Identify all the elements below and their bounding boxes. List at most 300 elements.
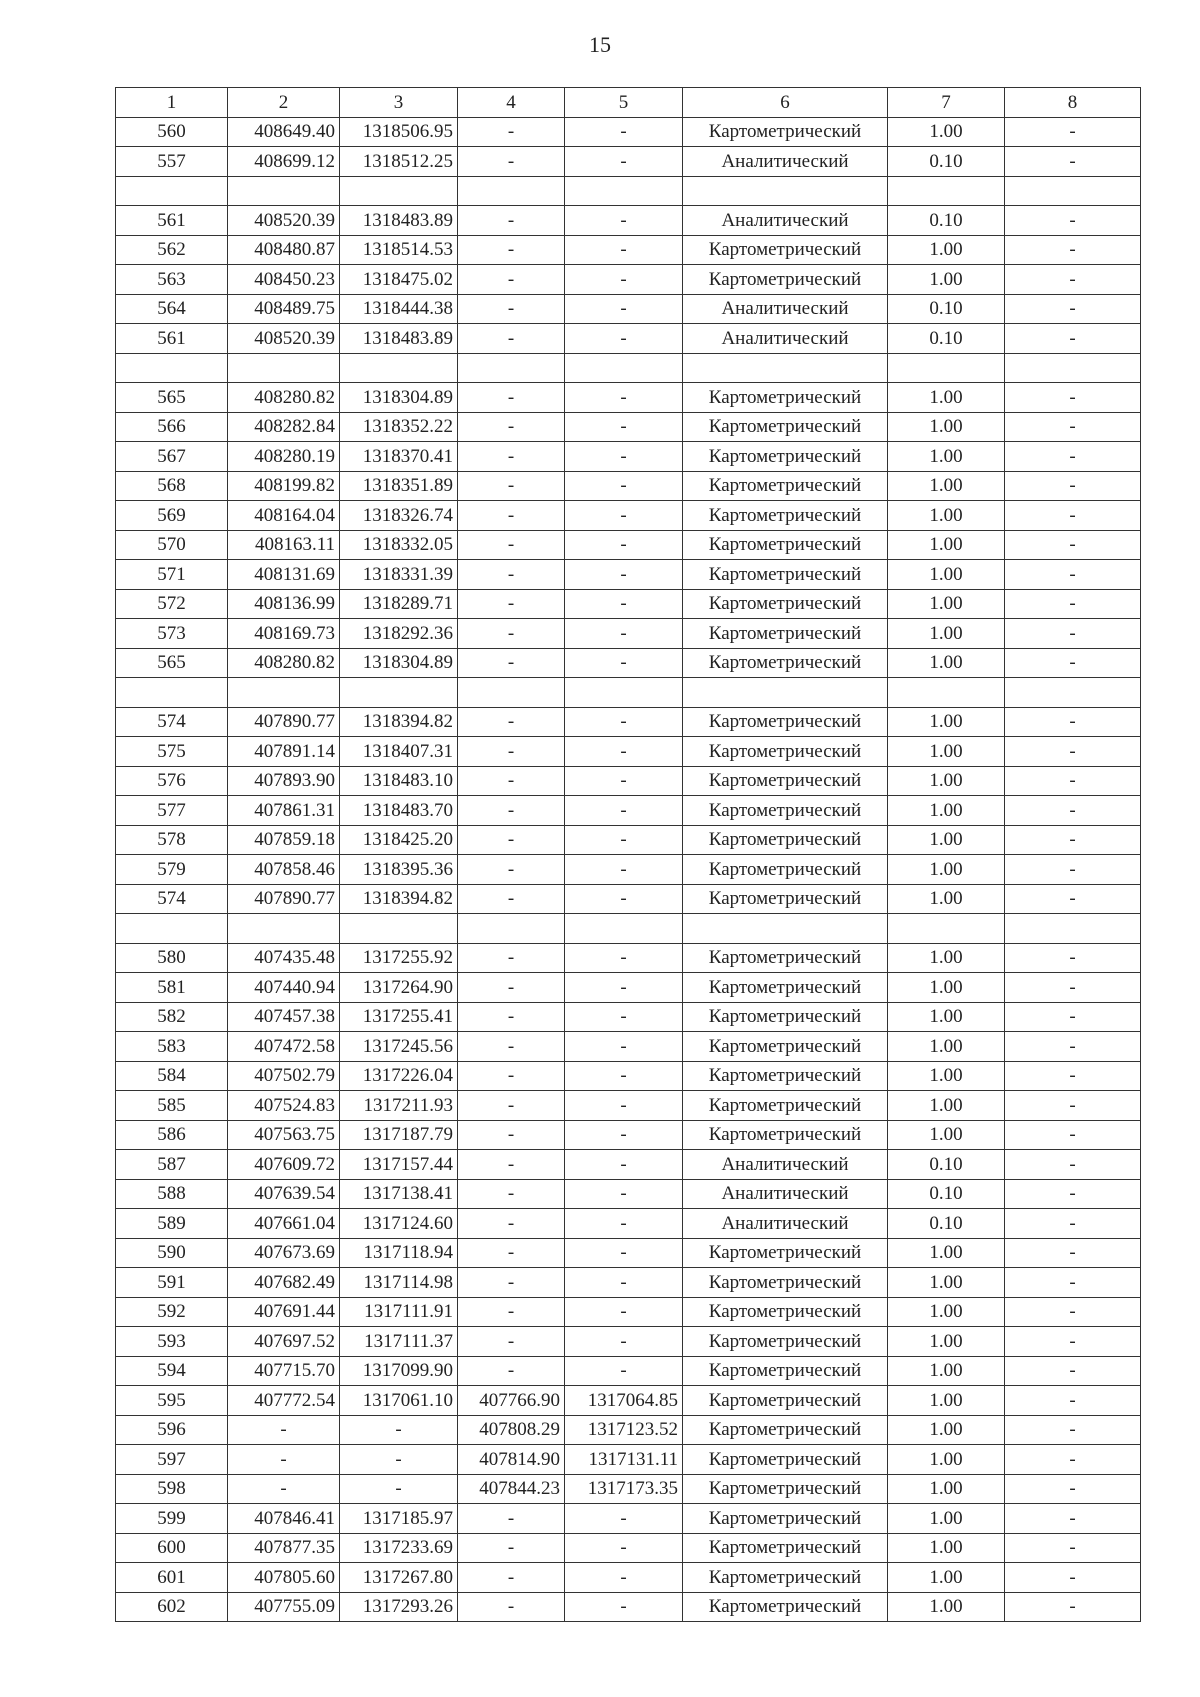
method-cell: Картометрический xyxy=(683,589,888,619)
method-cell: Картометрический xyxy=(683,1445,888,1475)
y-coordinate-cell: 1317099.90 xyxy=(340,1356,458,1386)
table-row xyxy=(116,412,1141,442)
x-new-cell: - xyxy=(458,884,565,914)
y-coordinate-cell: 1318483.10 xyxy=(340,766,458,796)
note-cell: - xyxy=(1005,796,1141,826)
table-row xyxy=(116,678,1141,708)
method-cell: Аналитический xyxy=(683,1209,888,1239)
x-new-cell: - xyxy=(458,648,565,678)
x-new-cell: - xyxy=(458,707,565,737)
y-coordinate-cell: 1318394.82 xyxy=(340,707,458,737)
x-coordinate-cell: 408169.73 xyxy=(228,619,340,649)
x-new-cell: - xyxy=(458,1150,565,1180)
x-coordinate-cell: 407639.54 xyxy=(228,1179,340,1209)
note-cell: - xyxy=(1005,884,1141,914)
y-new-cell: - xyxy=(565,501,683,531)
note-cell: - xyxy=(1005,560,1141,590)
table-row xyxy=(116,383,1141,413)
y-new-cell: - xyxy=(565,973,683,1003)
column-header: 3 xyxy=(340,88,458,118)
point-number-cell: 575 xyxy=(116,737,228,767)
table-row xyxy=(116,855,1141,885)
method-cell: Картометрический xyxy=(683,1120,888,1150)
x-new-cell: - xyxy=(458,1238,565,1268)
y-coordinate-cell: 1318506.95 xyxy=(340,117,458,147)
x-new-cell xyxy=(458,176,565,206)
note-cell: - xyxy=(1005,1032,1141,1062)
note-cell: - xyxy=(1005,1002,1141,1032)
point-number-cell: 562 xyxy=(116,235,228,265)
method-cell: Картометрический xyxy=(683,560,888,590)
accuracy-cell: 1.00 xyxy=(888,589,1005,619)
method-cell: Картометрический xyxy=(683,265,888,295)
y-new-cell: - xyxy=(565,1061,683,1091)
note-cell: - xyxy=(1005,1150,1141,1180)
accuracy-cell: 0.10 xyxy=(888,1209,1005,1239)
note-cell: - xyxy=(1005,1533,1141,1563)
accuracy-cell: 1.00 xyxy=(888,383,1005,413)
table-row xyxy=(116,265,1141,295)
accuracy-cell: 1.00 xyxy=(888,501,1005,531)
y-coordinate-cell: 1317061.10 xyxy=(340,1386,458,1416)
accuracy-cell: 1.00 xyxy=(888,530,1005,560)
accuracy-cell: 1.00 xyxy=(888,235,1005,265)
y-coordinate-cell: 1317264.90 xyxy=(340,973,458,1003)
y-coordinate-cell: 1318351.89 xyxy=(340,471,458,501)
note-cell: - xyxy=(1005,1415,1141,1445)
y-new-cell: - xyxy=(565,796,683,826)
method-cell: Картометрический xyxy=(683,530,888,560)
y-new-cell: - xyxy=(565,1120,683,1150)
note-cell: - xyxy=(1005,501,1141,531)
x-new-cell: - xyxy=(458,442,565,472)
column-header: 7 xyxy=(888,88,1005,118)
y-coordinate-cell: 1317124.60 xyxy=(340,1209,458,1239)
method-cell: Картометрический xyxy=(683,1032,888,1062)
x-coordinate-cell: - xyxy=(228,1445,340,1475)
note-cell: - xyxy=(1005,1327,1141,1357)
y-new-cell: - xyxy=(565,1002,683,1032)
table-row xyxy=(116,1504,1141,1534)
method-cell: Картометрический xyxy=(683,1061,888,1091)
y-new-cell: - xyxy=(565,855,683,885)
y-new-cell: - xyxy=(565,206,683,236)
x-coordinate-cell xyxy=(228,678,340,708)
table-row xyxy=(116,147,1141,177)
accuracy-cell: 1.00 xyxy=(888,648,1005,678)
x-coordinate-cell: 407673.69 xyxy=(228,1238,340,1268)
x-coordinate-cell: 408136.99 xyxy=(228,589,340,619)
accuracy-cell: 1.00 xyxy=(888,1386,1005,1416)
x-new-cell: - xyxy=(458,560,565,590)
y-new-cell: - xyxy=(565,560,683,590)
accuracy-cell: 1.00 xyxy=(888,471,1005,501)
table-row xyxy=(116,914,1141,944)
method-cell xyxy=(683,176,888,206)
table-row xyxy=(116,973,1141,1003)
y-coordinate-cell: 1318292.36 xyxy=(340,619,458,649)
y-new-cell: - xyxy=(565,1297,683,1327)
table-row xyxy=(116,1415,1141,1445)
y-coordinate-cell: 1318425.20 xyxy=(340,825,458,855)
y-new-cell: - xyxy=(565,1563,683,1593)
point-number-cell: 599 xyxy=(116,1504,228,1534)
x-new-cell: - xyxy=(458,973,565,1003)
x-new-cell xyxy=(458,914,565,944)
accuracy-cell: 1.00 xyxy=(888,1002,1005,1032)
method-cell: Картометрический xyxy=(683,855,888,885)
table-row xyxy=(116,560,1141,590)
method-cell: Аналитический xyxy=(683,1150,888,1180)
point-number-cell: 601 xyxy=(116,1563,228,1593)
y-coordinate-cell: 1318331.39 xyxy=(340,560,458,590)
table-row xyxy=(116,1002,1141,1032)
y-new-cell: 1317123.52 xyxy=(565,1415,683,1445)
note-cell: - xyxy=(1005,1061,1141,1091)
accuracy-cell: 1.00 xyxy=(888,1091,1005,1121)
y-new-cell: - xyxy=(565,737,683,767)
point-number-cell xyxy=(116,914,228,944)
x-coordinate-cell: 407861.31 xyxy=(228,796,340,826)
x-new-cell xyxy=(458,678,565,708)
y-new-cell: - xyxy=(565,1356,683,1386)
x-new-cell: - xyxy=(458,1563,565,1593)
point-number-cell: 557 xyxy=(116,147,228,177)
table-row xyxy=(116,1327,1141,1357)
method-cell: Картометрический xyxy=(683,796,888,826)
y-coordinate-cell: 1317293.26 xyxy=(340,1592,458,1622)
x-new-cell: - xyxy=(458,619,565,649)
x-coordinate-cell: 407502.79 xyxy=(228,1061,340,1091)
accuracy-cell: 1.00 xyxy=(888,766,1005,796)
method-cell: Картометрический xyxy=(683,707,888,737)
point-number-cell: 565 xyxy=(116,648,228,678)
method-cell: Картометрический xyxy=(683,943,888,973)
point-number-cell: 578 xyxy=(116,825,228,855)
note-cell: - xyxy=(1005,265,1141,295)
method-cell: Картометрический xyxy=(683,442,888,472)
note-cell: - xyxy=(1005,383,1141,413)
x-coordinate-cell: 408199.82 xyxy=(228,471,340,501)
method-cell xyxy=(683,678,888,708)
accuracy-cell: 1.00 xyxy=(888,1592,1005,1622)
column-header: 6 xyxy=(683,88,888,118)
point-number-cell: 591 xyxy=(116,1268,228,1298)
x-new-cell: - xyxy=(458,1533,565,1563)
point-number-cell: 567 xyxy=(116,442,228,472)
y-new-cell: 1317064.85 xyxy=(565,1386,683,1416)
note-cell: - xyxy=(1005,1238,1141,1268)
y-new-cell: 1317173.35 xyxy=(565,1474,683,1504)
x-new-cell: 407808.29 xyxy=(458,1415,565,1445)
method-cell: Картометрический xyxy=(683,471,888,501)
point-number-cell: 592 xyxy=(116,1297,228,1327)
y-new-cell: - xyxy=(565,294,683,324)
y-new-cell: - xyxy=(565,117,683,147)
note-cell: - xyxy=(1005,1268,1141,1298)
note-cell: - xyxy=(1005,530,1141,560)
y-coordinate-cell: 1318483.70 xyxy=(340,796,458,826)
point-number-cell: 598 xyxy=(116,1474,228,1504)
accuracy-cell: 1.00 xyxy=(888,1445,1005,1475)
table-row xyxy=(116,1533,1141,1563)
accuracy-cell: 0.10 xyxy=(888,1179,1005,1209)
y-coordinate-cell: 1317255.41 xyxy=(340,1002,458,1032)
method-cell: Картометрический xyxy=(683,737,888,767)
accuracy-cell xyxy=(888,353,1005,383)
accuracy-cell: 1.00 xyxy=(888,442,1005,472)
point-number-cell: 594 xyxy=(116,1356,228,1386)
point-number-cell: 581 xyxy=(116,973,228,1003)
accuracy-cell: 1.00 xyxy=(888,560,1005,590)
method-cell: Картометрический xyxy=(683,1238,888,1268)
y-new-cell: - xyxy=(565,1504,683,1534)
accuracy-cell: 1.00 xyxy=(888,855,1005,885)
x-new-cell: 407766.90 xyxy=(458,1386,565,1416)
table-row xyxy=(116,1209,1141,1239)
y-new-cell xyxy=(565,176,683,206)
point-number-cell xyxy=(116,353,228,383)
method-cell: Картометрический xyxy=(683,383,888,413)
x-new-cell: - xyxy=(458,117,565,147)
accuracy-cell: 1.00 xyxy=(888,707,1005,737)
note-cell: - xyxy=(1005,1474,1141,1504)
y-coordinate-cell: 1317157.44 xyxy=(340,1150,458,1180)
point-number-cell: 597 xyxy=(116,1445,228,1475)
y-coordinate-cell: 1318444.38 xyxy=(340,294,458,324)
point-number-cell: 560 xyxy=(116,117,228,147)
x-coordinate-cell: 407772.54 xyxy=(228,1386,340,1416)
note-cell: - xyxy=(1005,1386,1141,1416)
y-coordinate-cell: 1317187.79 xyxy=(340,1120,458,1150)
y-coordinate-cell: 1317118.94 xyxy=(340,1238,458,1268)
y-coordinate-cell: 1318370.41 xyxy=(340,442,458,472)
table-row xyxy=(116,530,1141,560)
x-new-cell: - xyxy=(458,147,565,177)
x-new-cell: - xyxy=(458,324,565,354)
x-coordinate-cell: 407890.77 xyxy=(228,884,340,914)
accuracy-cell: 1.00 xyxy=(888,265,1005,295)
x-coordinate-cell: 407691.44 xyxy=(228,1297,340,1327)
x-new-cell: - xyxy=(458,412,565,442)
x-new-cell: - xyxy=(458,383,565,413)
x-coordinate-cell: 408163.11 xyxy=(228,530,340,560)
accuracy-cell xyxy=(888,914,1005,944)
point-number-cell: 574 xyxy=(116,707,228,737)
point-number-cell: 563 xyxy=(116,265,228,295)
accuracy-cell: 1.00 xyxy=(888,1415,1005,1445)
y-coordinate-cell xyxy=(340,914,458,944)
x-coordinate-cell: 407609.72 xyxy=(228,1150,340,1180)
note-cell: - xyxy=(1005,825,1141,855)
method-cell: Картометрический xyxy=(683,973,888,1003)
method-cell: Картометрический xyxy=(683,619,888,649)
note-cell: - xyxy=(1005,1356,1141,1386)
point-number-cell: 582 xyxy=(116,1002,228,1032)
point-number-cell: 564 xyxy=(116,294,228,324)
x-new-cell: - xyxy=(458,206,565,236)
y-new-cell: - xyxy=(565,1238,683,1268)
accuracy-cell: 1.00 xyxy=(888,1238,1005,1268)
x-new-cell: - xyxy=(458,589,565,619)
point-number-cell: 566 xyxy=(116,412,228,442)
x-new-cell: - xyxy=(458,1209,565,1239)
y-coordinate-cell: - xyxy=(340,1415,458,1445)
y-new-cell xyxy=(565,678,683,708)
x-new-cell: - xyxy=(458,1356,565,1386)
y-coordinate-cell: 1318304.89 xyxy=(340,383,458,413)
y-new-cell: - xyxy=(565,1268,683,1298)
note-cell: - xyxy=(1005,1120,1141,1150)
x-new-cell: - xyxy=(458,1002,565,1032)
y-new-cell: - xyxy=(565,766,683,796)
x-coordinate-cell: 407472.58 xyxy=(228,1032,340,1062)
y-coordinate-cell: 1317114.98 xyxy=(340,1268,458,1298)
method-cell: Картометрический xyxy=(683,1002,888,1032)
note-cell: - xyxy=(1005,707,1141,737)
point-number-cell: 577 xyxy=(116,796,228,826)
y-new-cell: - xyxy=(565,1533,683,1563)
table-row xyxy=(116,442,1141,472)
x-new-cell: - xyxy=(458,1032,565,1062)
note-cell xyxy=(1005,678,1141,708)
x-new-cell: - xyxy=(458,530,565,560)
note-cell: - xyxy=(1005,589,1141,619)
x-new-cell: - xyxy=(458,471,565,501)
y-new-cell: - xyxy=(565,589,683,619)
y-new-cell: - xyxy=(565,471,683,501)
table-row xyxy=(116,707,1141,737)
accuracy-cell: 1.00 xyxy=(888,973,1005,1003)
point-number-cell: 595 xyxy=(116,1386,228,1416)
table-row xyxy=(116,766,1141,796)
method-cell xyxy=(683,914,888,944)
note-cell: - xyxy=(1005,1209,1141,1239)
method-cell: Картометрический xyxy=(683,1474,888,1504)
accuracy-cell: 1.00 xyxy=(888,1533,1005,1563)
accuracy-cell: 1.00 xyxy=(888,117,1005,147)
note-cell: - xyxy=(1005,766,1141,796)
x-coordinate-cell: 407846.41 xyxy=(228,1504,340,1534)
y-new-cell: - xyxy=(565,943,683,973)
x-new-cell: - xyxy=(458,855,565,885)
y-new-cell xyxy=(565,353,683,383)
method-cell: Картометрический xyxy=(683,1504,888,1534)
note-cell: - xyxy=(1005,1091,1141,1121)
note-cell: - xyxy=(1005,206,1141,236)
table-row xyxy=(116,324,1141,354)
y-coordinate-cell xyxy=(340,176,458,206)
accuracy-cell: 0.10 xyxy=(888,1150,1005,1180)
method-cell: Картометрический xyxy=(683,1386,888,1416)
accuracy-cell: 0.10 xyxy=(888,147,1005,177)
y-coordinate-cell: 1317226.04 xyxy=(340,1061,458,1091)
y-new-cell: - xyxy=(565,412,683,442)
table-row xyxy=(116,589,1141,619)
x-new-cell: - xyxy=(458,1592,565,1622)
method-cell: Картометрический xyxy=(683,1592,888,1622)
accuracy-cell: 1.00 xyxy=(888,619,1005,649)
x-coordinate-cell: 408280.82 xyxy=(228,383,340,413)
x-new-cell: - xyxy=(458,1297,565,1327)
method-cell: Аналитический xyxy=(683,324,888,354)
method-cell xyxy=(683,353,888,383)
note-cell xyxy=(1005,914,1141,944)
x-new-cell: - xyxy=(458,737,565,767)
x-coordinate-cell: 407805.60 xyxy=(228,1563,340,1593)
x-coordinate-cell: 407563.75 xyxy=(228,1120,340,1150)
x-coordinate-cell: 407890.77 xyxy=(228,707,340,737)
note-cell: - xyxy=(1005,1563,1141,1593)
table-row xyxy=(116,796,1141,826)
accuracy-cell: 1.00 xyxy=(888,1061,1005,1091)
x-new-cell: - xyxy=(458,1268,565,1298)
table-row xyxy=(116,737,1141,767)
x-coordinate-cell: 407859.18 xyxy=(228,825,340,855)
note-cell xyxy=(1005,176,1141,206)
coordinates-table xyxy=(115,87,1141,1622)
x-coordinate-cell: 408282.84 xyxy=(228,412,340,442)
y-coordinate-cell: 1318407.31 xyxy=(340,737,458,767)
column-header: 8 xyxy=(1005,88,1141,118)
y-coordinate-cell: 1317211.93 xyxy=(340,1091,458,1121)
x-new-cell: - xyxy=(458,1091,565,1121)
note-cell: - xyxy=(1005,1297,1141,1327)
x-coordinate-cell: 408164.04 xyxy=(228,501,340,531)
y-coordinate-cell: 1318475.02 xyxy=(340,265,458,295)
table-row xyxy=(116,501,1141,531)
method-cell: Картометрический xyxy=(683,1563,888,1593)
point-number-cell: 580 xyxy=(116,943,228,973)
x-coordinate-cell: 408450.23 xyxy=(228,265,340,295)
accuracy-cell: 1.00 xyxy=(888,1032,1005,1062)
x-new-cell: - xyxy=(458,1179,565,1209)
note-cell: - xyxy=(1005,117,1141,147)
x-coordinate-cell: 407715.70 xyxy=(228,1356,340,1386)
x-coordinate-cell: 408131.69 xyxy=(228,560,340,590)
method-cell: Аналитический xyxy=(683,1179,888,1209)
x-coordinate-cell: 407661.04 xyxy=(228,1209,340,1239)
method-cell: Аналитический xyxy=(683,147,888,177)
table-header-row xyxy=(116,88,1141,118)
x-new-cell: - xyxy=(458,796,565,826)
method-cell: Аналитический xyxy=(683,206,888,236)
x-coordinate-cell: 407893.90 xyxy=(228,766,340,796)
method-cell: Картометрический xyxy=(683,501,888,531)
y-new-cell: - xyxy=(565,383,683,413)
y-coordinate-cell: - xyxy=(340,1474,458,1504)
accuracy-cell: 0.10 xyxy=(888,324,1005,354)
y-new-cell: - xyxy=(565,825,683,855)
point-number-cell: 588 xyxy=(116,1179,228,1209)
column-header: 5 xyxy=(565,88,683,118)
table-row xyxy=(116,1120,1141,1150)
y-coordinate-cell xyxy=(340,353,458,383)
x-coordinate-cell: 407877.35 xyxy=(228,1533,340,1563)
table-row xyxy=(116,825,1141,855)
x-coordinate-cell: 408480.87 xyxy=(228,235,340,265)
note-cell: - xyxy=(1005,442,1141,472)
point-number-cell: 568 xyxy=(116,471,228,501)
x-coordinate-cell: - xyxy=(228,1474,340,1504)
method-cell: Картометрический xyxy=(683,766,888,796)
x-coordinate-cell: 407858.46 xyxy=(228,855,340,885)
y-coordinate-cell: 1317267.80 xyxy=(340,1563,458,1593)
table-row xyxy=(116,1474,1141,1504)
x-coordinate-cell: 407457.38 xyxy=(228,1002,340,1032)
note-cell: - xyxy=(1005,1445,1141,1475)
note-cell: - xyxy=(1005,1504,1141,1534)
